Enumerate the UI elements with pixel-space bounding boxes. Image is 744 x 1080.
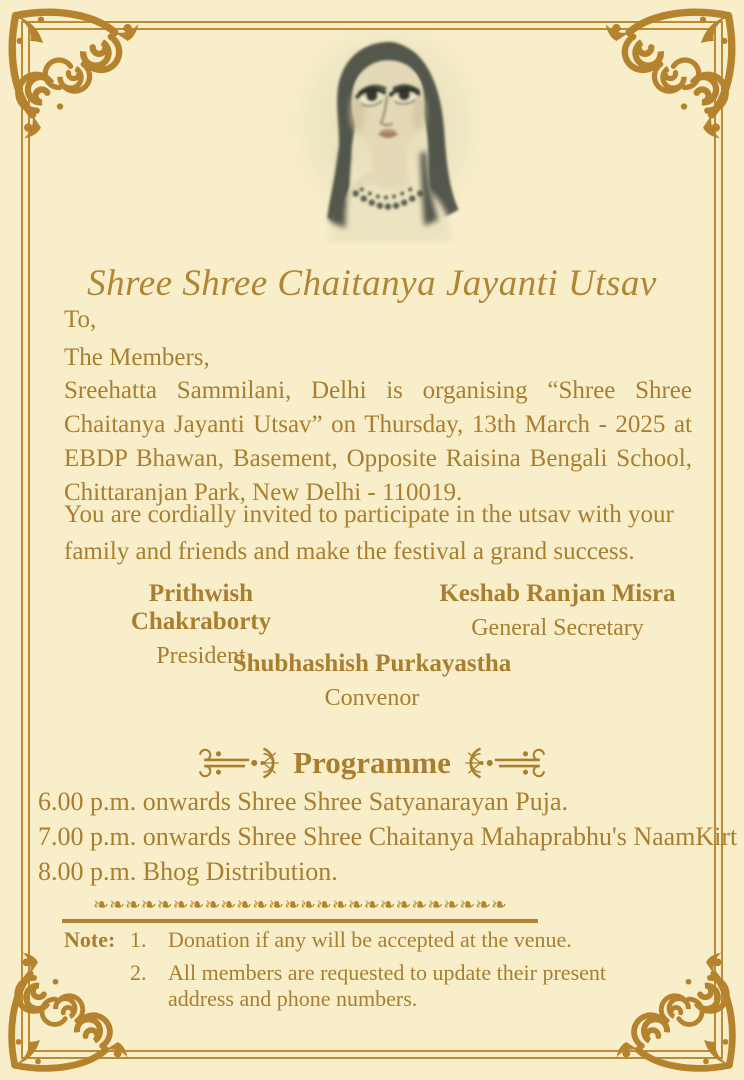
corner-flourish-icon — [5, 5, 153, 153]
corner-flourish-icon — [591, 5, 739, 153]
signatory-role: President — [156, 643, 246, 669]
programme-list — [38, 787, 737, 892]
salutation-members: The Members, — [64, 344, 210, 371]
note-text: All members are requested to update their present address and phone numbers. — [168, 960, 607, 1011]
programme-heading: Programme — [293, 745, 451, 780]
chaitanya-portrait-image — [286, 30, 490, 244]
programme-item: 7.00 p.m. onwards Shree Shree Chaitanya Mahaprabhu's NaamKirt — [38, 822, 738, 851]
programme-item: 8.00 p.m. Bhog Distribution. — [38, 857, 338, 886]
spacer — [64, 960, 130, 1012]
signatory-name: Shubhashish Purkayastha — [232, 650, 512, 677]
invitation-paragraph: You are cordially invited to participate in the utsav with your family and friends and make the festival a grand success. — [64, 501, 674, 565]
note-number: 1. — [130, 927, 147, 952]
signatory-convenor — [0, 650, 744, 712]
signatory-role: General Secretary — [471, 615, 644, 641]
salutation-to: To, — [64, 306, 97, 333]
programme-header — [0, 744, 744, 782]
signatory-general-secretary — [430, 580, 685, 642]
programme-right-ornament-icon — [456, 744, 548, 782]
note-text: Donation if any will be accepted at the venue. — [168, 927, 572, 952]
programme-item: 6.00 p.m. onwards Shree Shree Satyanarayan Puja. — [38, 787, 568, 816]
notes-section — [64, 927, 680, 1012]
event-details-paragraph: Sreehatta Sammilani, Delhi is organising “Shree Shree Chaitanya Jayanti Utsav” on Thursday, 13th March - 2025 at EBDP Bhawan, Basement, Opposite Raisina Bengali School, Chittaranjan Park, New Delhi - 110019. — [64, 377, 692, 506]
salutation — [64, 301, 210, 377]
signatory-name: Keshab Ranjan Misra — [439, 580, 676, 607]
note-number: 2. — [130, 960, 147, 985]
signatory-name: Prithwish Chakraborty — [130, 580, 272, 635]
page-title: Shree Shree Chaitanya Jayanti Utsav — [87, 263, 657, 304]
programme-left-ornament-icon — [196, 744, 288, 782]
signatory-role: Convenor — [324, 685, 420, 711]
note-label: Note: — [64, 927, 116, 952]
floral-scroll-divider-icon: ❧❧❧❧❧❧❧❧❧❧❧❧❧❧❧❧❧❧❧❧❧❧❧❧❧❧ — [62, 893, 538, 923]
